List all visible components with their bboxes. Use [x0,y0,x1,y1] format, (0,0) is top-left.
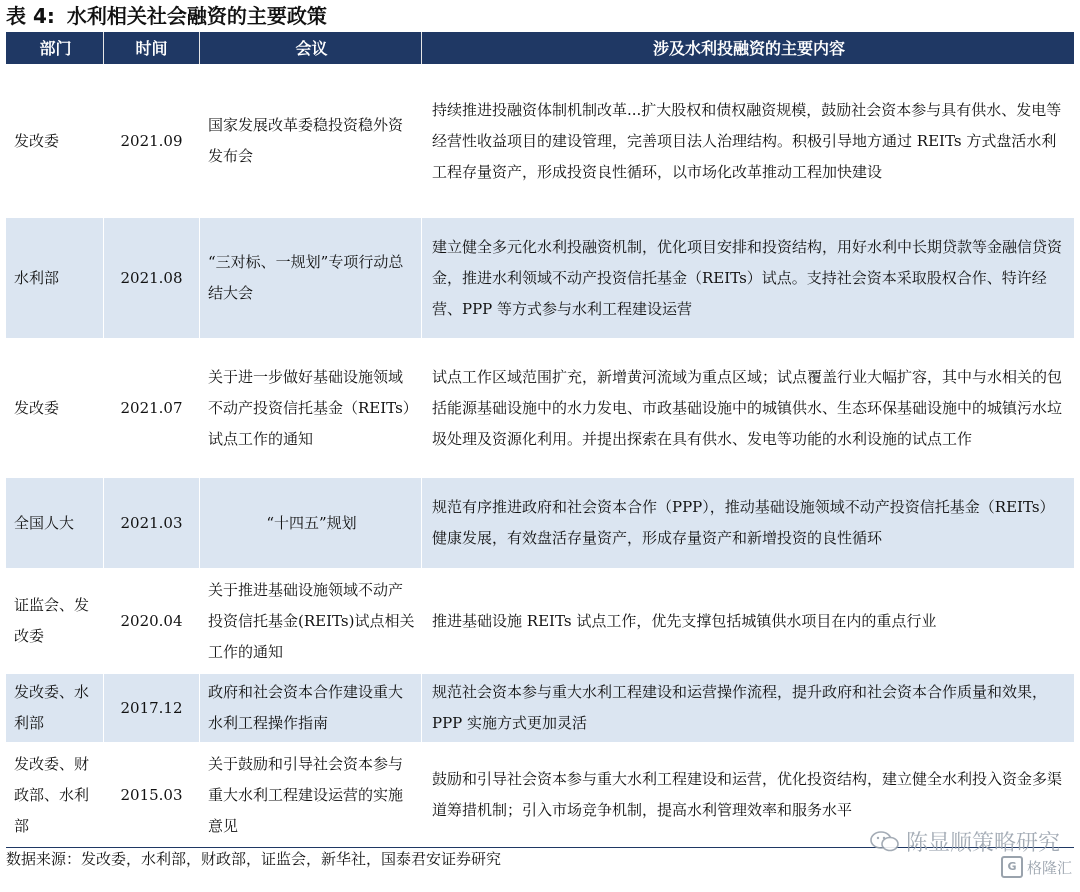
date-cell: 2021.03 [104,478,200,568]
dept-cell: 发改委、财政部、水利部 [6,743,104,847]
meeting-cell: 关于鼓励和引导社会资本参与重大水利工程建设运营的实施意见 [200,743,422,847]
date-cell: 2017.12 [104,674,200,742]
logo-mark-icon: G [1001,856,1023,878]
table-row [6,217,1074,338]
table-header-row [6,32,1074,64]
content-cell: 建立健全多元化水利投融资机制，优化项目安排和投资结构，用好水利中长期贷款等金融信贷资金，推进水利领域不动产投资信托基金（REITs）试点。支持社会资本采取股权合作、特许经营、PPP 等方式参与水利工程建设运营 [432,237,1063,318]
watermark-text: 陈显顺策略研究 [905,831,1060,856]
meeting-cell: “十四五”规划 [200,478,422,568]
watermark [870,826,1060,857]
dept-cell: 发改委 [6,339,104,477]
header-date: 时间 [104,32,200,64]
header-dept: 部门 [6,32,104,64]
content-cell: 持续推进投融资体制机制改革...扩大股权和债权融资规模，鼓励社会资本参与具有供水、发电等经营性收益项目的建设管理，完善项目法人治理结构。积极引导地方通过 REITs 方式盘活水利工程存量资产，形成投资良性循环，以市场化改革推动工程加快建设 [432,100,1062,181]
content-cell: 规范社会资本参与重大水利工程建设和运营操作流程，提升政府和社会资本合作质量和效果，PPP 实施方式更加灵活 [432,683,1048,732]
dept-cell: 证监会、发改委 [6,569,104,673]
meeting-cell: “三对标、一规划”专项行动总结大会 [200,218,422,338]
dept-cell: 水利部 [6,218,104,338]
table-title [6,2,339,30]
meeting-cell: 国家发展改革委稳投资稳外资发布会 [200,65,422,217]
policy-table [6,32,1074,848]
watermark-logo [1001,856,1072,878]
watermark-logo-text: 格隆汇 [1026,858,1072,877]
header-content: 涉及水利投融资的主要内容 [652,38,845,58]
table-row [6,477,1074,568]
table-row [6,64,1074,217]
header-meeting: 会议 [200,32,422,64]
table-row [6,673,1074,742]
content-cell: 推进基础设施 REITs 试点工作，优先支撑包括城镇供水项目在内的重点行业 [432,611,937,630]
date-cell: 2015.03 [104,743,200,847]
date-cell: 2021.08 [104,218,200,338]
date-cell: 2021.07 [104,339,200,477]
table-number: 表 4: [6,4,55,28]
content-cell: 规范有序推进政府和社会资本合作（PPP），推动基础设施领域不动产投资信托基金（REITs）健康发展，有效盘活存量资产，形成存量资产和新增投资的良性循环 [432,498,1055,547]
date-cell: 2020.04 [104,569,200,673]
meeting-cell: 关于进一步做好基础设施领域不动产投资信托基金（REITs）试点工作的通知 [200,339,422,477]
dept-cell: 发改委、水利部 [6,674,104,742]
table-row [6,338,1074,477]
meeting-cell: 关于推进基础设施领域不动产投资信托基金(REITs)试点相关工作的通知 [200,569,422,673]
content-cell: 鼓励和引导社会资本参与重大水利工程建设和运营，优化投资结构，建立健全水利投入资金多渠道筹措机制；引入市场竞争机制，提高水利管理效率和服务水平 [432,770,1063,819]
date-cell: 2021.09 [104,65,200,217]
meeting-cell: 政府和社会资本合作建设重大水利工程操作指南 [200,674,422,742]
data-source-note: 数据来源：发改委，水利部，财政部，证监会，新华社，国泰君安证券研究 [6,850,502,868]
dept-cell: 全国人大 [6,478,104,568]
wechat-icon [870,831,900,853]
table-title-text: 水利相关社会融资的主要政策 [66,4,327,28]
table-row [6,568,1074,673]
content-cell: 试点工作区域范围扩充，新增黄河流域为重点区域；试点覆盖行业大幅扩容，其中与水相关的包括能源基础设施中的水力发电、市政基础设施中的城镇供水、生态环保基础设施中的城镇污水垃圾处理及资源化利用。并提出探索在具有供水、发电等功能的水利设施的试点工作 [432,367,1063,448]
dept-cell: 发改委 [6,65,104,217]
